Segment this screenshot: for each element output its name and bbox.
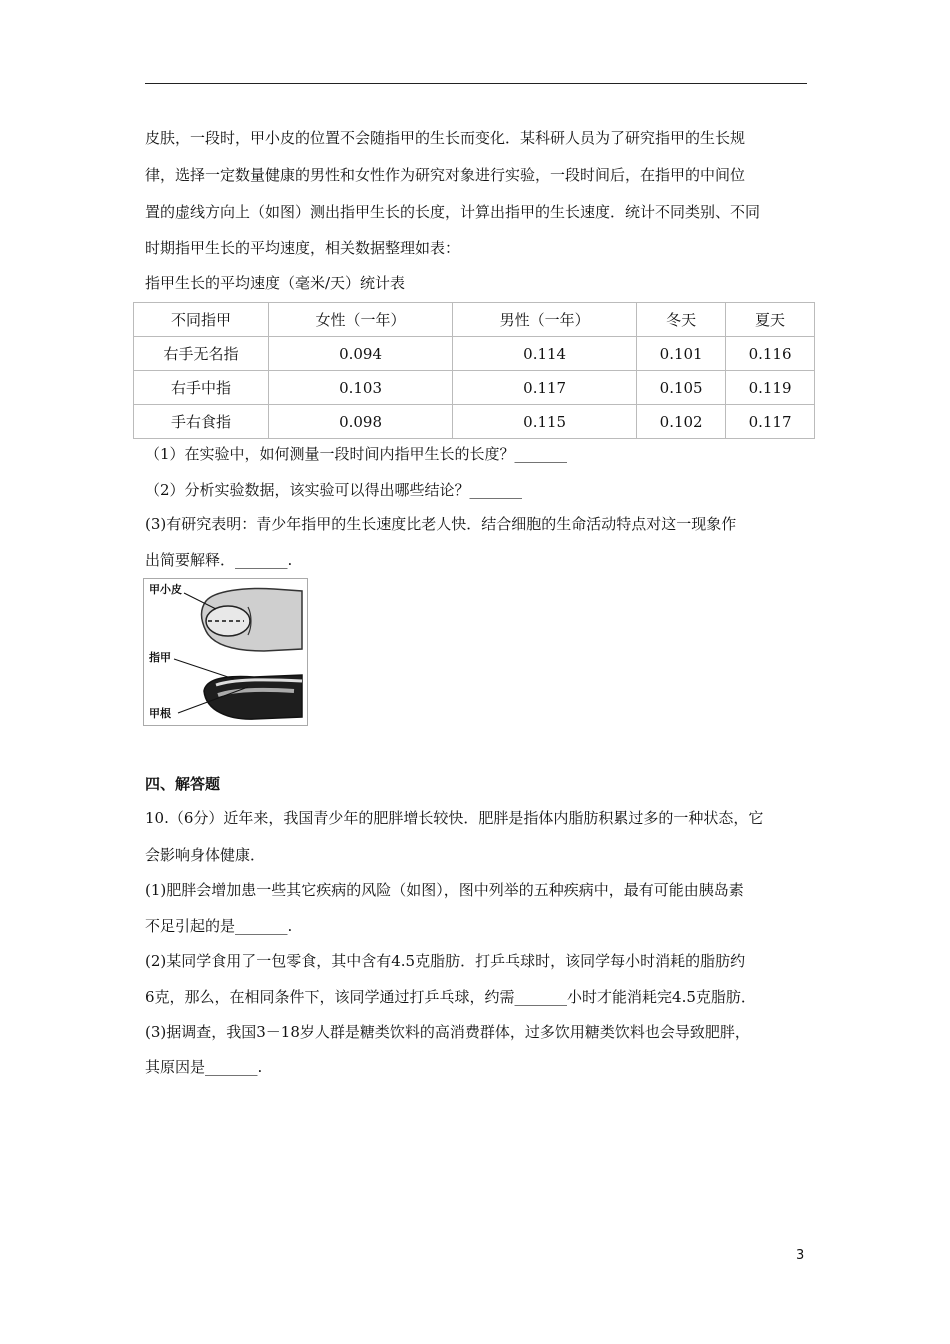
table-cell: 手右食指 <box>134 405 269 439</box>
header-rule <box>145 83 807 84</box>
table-cell: 0.115 <box>453 405 637 439</box>
table-row <box>134 337 815 371</box>
passage-line-1: 皮肤，一段时，甲小皮的位置不会随指甲的生长而变化．某科研人员为了研究指甲的生长规 <box>145 129 746 147</box>
fingernail-figure <box>143 578 308 726</box>
fingernail-illustration <box>144 579 307 725</box>
table-cell: 0.105 <box>637 371 726 405</box>
table-header-cell: 夏天 <box>726 303 815 337</box>
table-cell: 0.102 <box>637 405 726 439</box>
table-header-cell: 不同指甲 <box>134 303 269 337</box>
table-header-cell: 男性（一年） <box>453 303 637 337</box>
table-cell: 0.119 <box>726 371 815 405</box>
table-cell: 右手中指 <box>134 371 269 405</box>
nail-growth-table <box>133 302 815 439</box>
question-10-1: (1)肥胖会增加患一些其它疾病的风险（如图），图中列举的五种疾病中，最有可能由胰岛素 <box>145 881 744 899</box>
figure-label-nail: 指甲 <box>149 651 171 664</box>
question-9-3-cont: 出简要解释．_______. <box>145 551 293 569</box>
table-header-cell: 女性（一年） <box>269 303 453 337</box>
table-header-cell: 冬天 <box>637 303 726 337</box>
question-10-1-cont: 不足引起的是_______. <box>145 917 293 935</box>
question-10-3-cont: 其原因是_______. <box>145 1058 263 1076</box>
passage-line-2: 律，选择一定数量健康的男性和女性作为研究对象进行实验，一段时间后，在指甲的中间位 <box>145 166 746 184</box>
question-10-intro-cont: 会影响身体健康． <box>145 846 266 864</box>
question-9-1: （1）在实验中，如何测量一段时间内指甲生长的长度？_______ <box>145 445 568 463</box>
question-9-3: (3)有研究表明：青少年指甲的生长速度比老人快．结合细胞的生命活动特点对这一现象作 <box>145 515 737 533</box>
table-row <box>134 405 815 439</box>
question-10-3: (3)据调查，我国3－18岁人群是糖类饮料的高消费群体，过多饮用糖类饮料也会导致肥胖， <box>145 1023 750 1041</box>
table-cell: 0.101 <box>637 337 726 371</box>
question-10-2-cont: 6克，那么，在相同条件下，该同学通过打乒乓球，约需_______小时才能消耗完4.5克脂肪． <box>145 988 756 1006</box>
table-cell: 0.117 <box>726 405 815 439</box>
question-9-2: （2）分析实验数据，该实验可以得出哪些结论？_______ <box>145 481 523 499</box>
question-10-2: (2)某同学食用了一包零食，其中含有4.5克脂肪．打乒乓球时，该同学每小时消耗的脂肪约 <box>145 952 746 970</box>
table-cell: 0.114 <box>453 337 637 371</box>
table-header-row <box>134 303 815 337</box>
table-caption: 指甲生长的平均速度（毫米/天）统计表 <box>145 274 406 292</box>
section-heading: 四、解答题 <box>145 775 221 793</box>
figure-label-cuticle: 甲小皮 <box>149 583 182 596</box>
table-row <box>134 371 815 405</box>
table-cell: 右手无名指 <box>134 337 269 371</box>
table-cell: 0.094 <box>269 337 453 371</box>
table-cell: 0.098 <box>269 405 453 439</box>
figure-label-nail-root: 甲根 <box>149 707 171 720</box>
question-10-intro: 10.（6分）近年来，我国青少年的肥胖增长较快．肥胖是指体内脂肪积累过多的一种状态，它 <box>145 809 764 827</box>
table-cell: 0.116 <box>726 337 815 371</box>
table-cell: 0.117 <box>453 371 637 405</box>
passage-line-4: 时期指甲生长的平均速度，相关数据整理如表： <box>145 239 461 257</box>
passage-line-3: 置的虚线方向上（如图）测出指甲生长的长度，计算出指甲的生长速度．统计不同类别、不同 <box>145 203 761 221</box>
page-number: 3 <box>796 1248 805 1263</box>
table-cell: 0.103 <box>269 371 453 405</box>
